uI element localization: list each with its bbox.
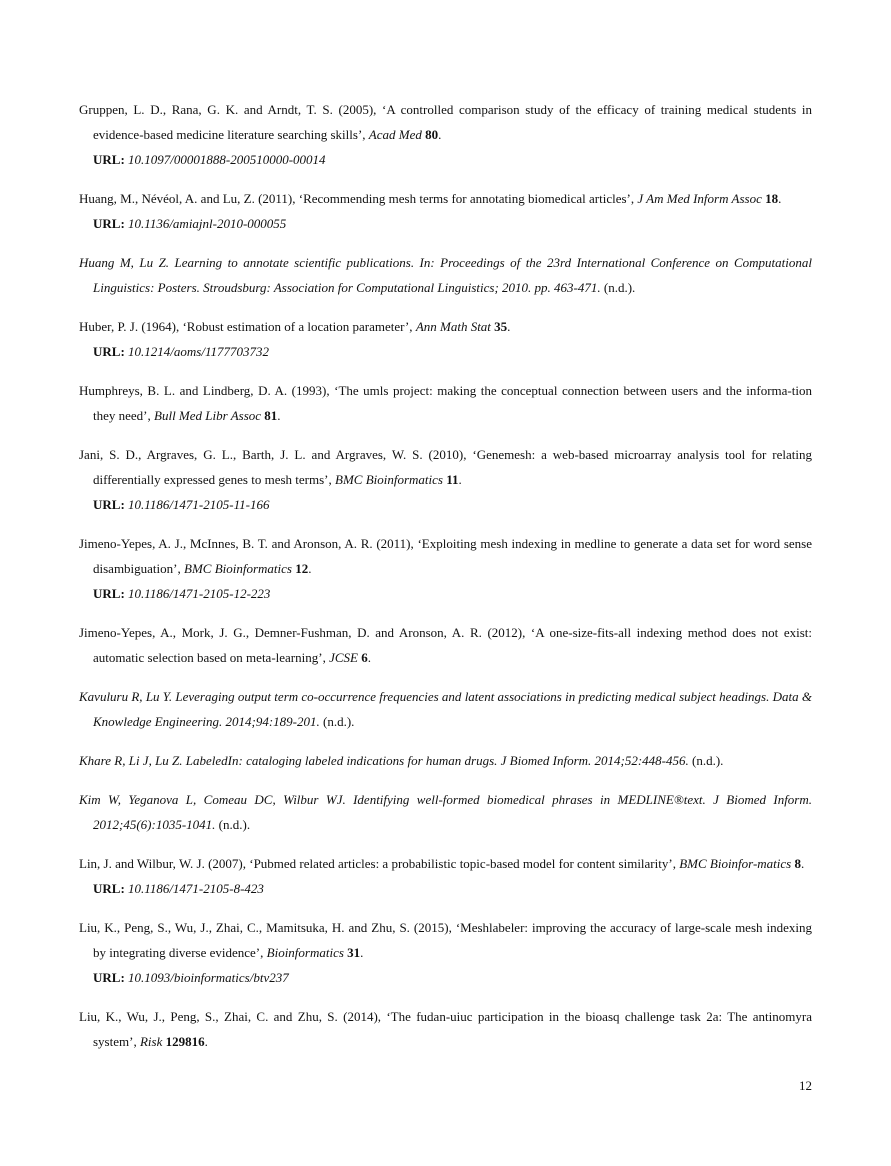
reference-url-line: [79, 876, 812, 901]
url-label: URL:: [93, 497, 125, 512]
reference-journal: Bull Med Libr Assoc: [154, 408, 262, 423]
reference-citation-italic: Khare R, Li J, Lu Z. LabeledIn: cataloging labeled indications for human drugs. J Biomed Inform. 2014;52:448-456.: [79, 753, 689, 768]
reference-end: .: [458, 472, 462, 487]
reference-item: [79, 97, 812, 172]
reference-text: [79, 442, 812, 492]
reference-authors-title: Jimeno-Yepes, A., Mork, J. G., Demner-Fushman, D. and Aronson, A. R. (2012), ‘A one-size-fits-all indexing method does not exist: automatic selection based on meta-learning’,: [79, 625, 812, 665]
reference-text: [79, 378, 812, 428]
url-label: URL:: [93, 216, 125, 231]
reference-item: [79, 1004, 812, 1054]
reference-suffix: (n.d.).: [688, 753, 724, 768]
reference-item: [79, 442, 812, 517]
reference-journal: BMC Bioinfor-matics: [679, 856, 792, 871]
reference-authors-title: Huang, M., Névéol, A. and Lu, Z. (2011), ‘Recommending mesh terms for annotating biomedical articles’,: [79, 191, 638, 206]
reference-end: .: [778, 191, 782, 206]
reference-url[interactable]: 10.1097/00001888-200510000-00014: [128, 152, 326, 167]
reference-end: .: [308, 561, 312, 576]
reference-end: .: [438, 127, 442, 142]
reference-authors-title: Jani, S. D., Argraves, G. L., Barth, J. L. and Argraves, W. S. (2010), ‘Genemesh: a web-based microarray analysis tool for relating differentially expressed genes to mesh terms’,: [79, 447, 812, 487]
url-label: URL:: [93, 586, 125, 601]
reference-item: [79, 186, 812, 236]
reference-end: .: [204, 1034, 208, 1049]
reference-item: [79, 378, 812, 428]
reference-item: [79, 787, 812, 837]
reference-item: [79, 851, 812, 901]
reference-journal: Acad Med: [368, 127, 422, 142]
reference-suffix: (n.d.).: [319, 714, 355, 729]
reference-citation-italic: Huang M, Lu Z. Learning to annotate scientific publications. In: Proceedings of the 23rd International Conference on Computational Linguistics: Posters. Stroudsburg: Association for Computational Linguistics; 2010. pp. 463-471.: [79, 255, 812, 295]
reference-authors-title: Gruppen, L. D., Rana, G. K. and Arndt, T. S. (2005), ‘A controlled comparison study of the efficacy of training medical students in evidence-based medicine literature searching skills’,: [79, 102, 812, 142]
reference-list: [79, 97, 812, 1068]
reference-volume: 18: [765, 191, 779, 206]
reference-end: .: [801, 856, 805, 871]
reference-text: [79, 620, 812, 670]
reference-item: [79, 684, 812, 734]
reference-journal: Ann Math Stat: [415, 319, 491, 334]
url-label: URL:: [93, 970, 125, 985]
reference-journal: BMC Bioinformatics: [335, 472, 443, 487]
reference-item: [79, 314, 812, 364]
reference-authors-title: Liu, K., Wu, J., Peng, S., Zhai, C. and Zhu, S. (2014), ‘The fudan-uiuc participation in the bioasq challenge task 2a: The antinomyra system’,: [79, 1009, 812, 1049]
reference-url-line: [79, 339, 812, 364]
reference-url[interactable]: 10.1214/aoms/1177703732: [128, 344, 269, 359]
reference-end: .: [360, 945, 364, 960]
reference-volume: 35: [494, 319, 508, 334]
reference-volume: 8: [794, 856, 801, 871]
reference-item: [79, 531, 812, 606]
reference-url-line: [79, 581, 812, 606]
reference-end: .: [367, 650, 371, 665]
reference-volume: 11: [446, 472, 459, 487]
reference-text: [79, 97, 812, 147]
reference-authors-title: Liu, K., Peng, S., Wu, J., Zhai, C., Mamitsuka, H. and Zhu, S. (2015), ‘Meshlabeler: improving the accuracy of large-scale mesh indexing by integrating diverse evidence’,: [79, 920, 812, 960]
reference-url[interactable]: 10.1186/1471-2105-12-223: [128, 586, 271, 601]
reference-volume: 129816: [165, 1034, 205, 1049]
reference-text: [79, 851, 812, 876]
reference-text: [79, 314, 812, 339]
reference-url-line: [79, 965, 812, 990]
reference-authors-title: Huber, P. J. (1964), ‘Robust estimation of a location parameter’,: [79, 319, 416, 334]
reference-suffix: (n.d.).: [215, 817, 251, 832]
reference-item: [79, 250, 812, 300]
reference-text: [79, 684, 812, 734]
reference-url-line: [79, 492, 812, 517]
reference-text: [79, 531, 812, 581]
reference-volume: 81: [264, 408, 278, 423]
reference-suffix: (n.d.).: [600, 280, 636, 295]
reference-journal: JCSE: [329, 650, 358, 665]
reference-citation-italic: Kim W, Yeganova L, Comeau DC, Wilbur WJ. Identifying well-formed biomedical phrases in MEDLINE®text. J Biomed Inform. 2012;45(6):1035-1041.: [79, 792, 812, 832]
reference-url[interactable]: 10.1136/amiajnl-2010-000055: [128, 216, 287, 231]
reference-end: .: [507, 319, 511, 334]
reference-text: [79, 748, 812, 773]
reference-journal: J Am Med Inform Assoc: [637, 191, 762, 206]
reference-volume: 31: [347, 945, 361, 960]
reference-url[interactable]: 10.1186/1471-2105-11-166: [128, 497, 270, 512]
reference-journal: Bioinformatics: [266, 945, 344, 960]
reference-text: [79, 250, 812, 300]
reference-authors-title: Lin, J. and Wilbur, W. J. (2007), ‘Pubmed related articles: a probabilistic topic-based model for content similarity’,: [79, 856, 680, 871]
reference-item: [79, 748, 812, 773]
url-label: URL:: [93, 152, 125, 167]
reference-text: [79, 787, 812, 837]
reference-text: [79, 915, 812, 965]
reference-citation-italic: Kavuluru R, Lu Y. Leveraging output term co-occurrence frequencies and latent associations in predicting medical subject headings. Data & Knowledge Engineering. 2014;94:189-201.: [79, 689, 812, 729]
reference-url-line: [79, 147, 812, 172]
reference-text: [79, 186, 812, 211]
reference-volume: 12: [295, 561, 309, 576]
url-label: URL:: [93, 344, 125, 359]
reference-item: [79, 915, 812, 990]
page-number: 12: [799, 1078, 812, 1093]
reference-authors-title: Humphreys, B. L. and Lindberg, D. A. (1993), ‘The umls project: making the conceptual connection between users and the informa-tion they need’,: [79, 383, 812, 423]
reference-item: [79, 620, 812, 670]
url-label: URL:: [93, 881, 125, 896]
reference-authors-title: Jimeno-Yepes, A. J., McInnes, B. T. and Aronson, A. R. (2011), ‘Exploiting mesh indexing in medline to generate a data set for word sense disambiguation’,: [79, 536, 812, 576]
reference-volume: 80: [425, 127, 439, 142]
reference-text: [79, 1004, 812, 1054]
reference-url[interactable]: 10.1093/bioinformatics/btv237: [128, 970, 289, 985]
reference-url[interactable]: 10.1186/1471-2105-8-423: [128, 881, 264, 896]
reference-journal: Risk: [139, 1034, 163, 1049]
reference-end: .: [277, 408, 281, 423]
reference-volume: 6: [361, 650, 368, 665]
reference-journal: BMC Bioinformatics: [184, 561, 292, 576]
reference-url-line: [79, 211, 812, 236]
